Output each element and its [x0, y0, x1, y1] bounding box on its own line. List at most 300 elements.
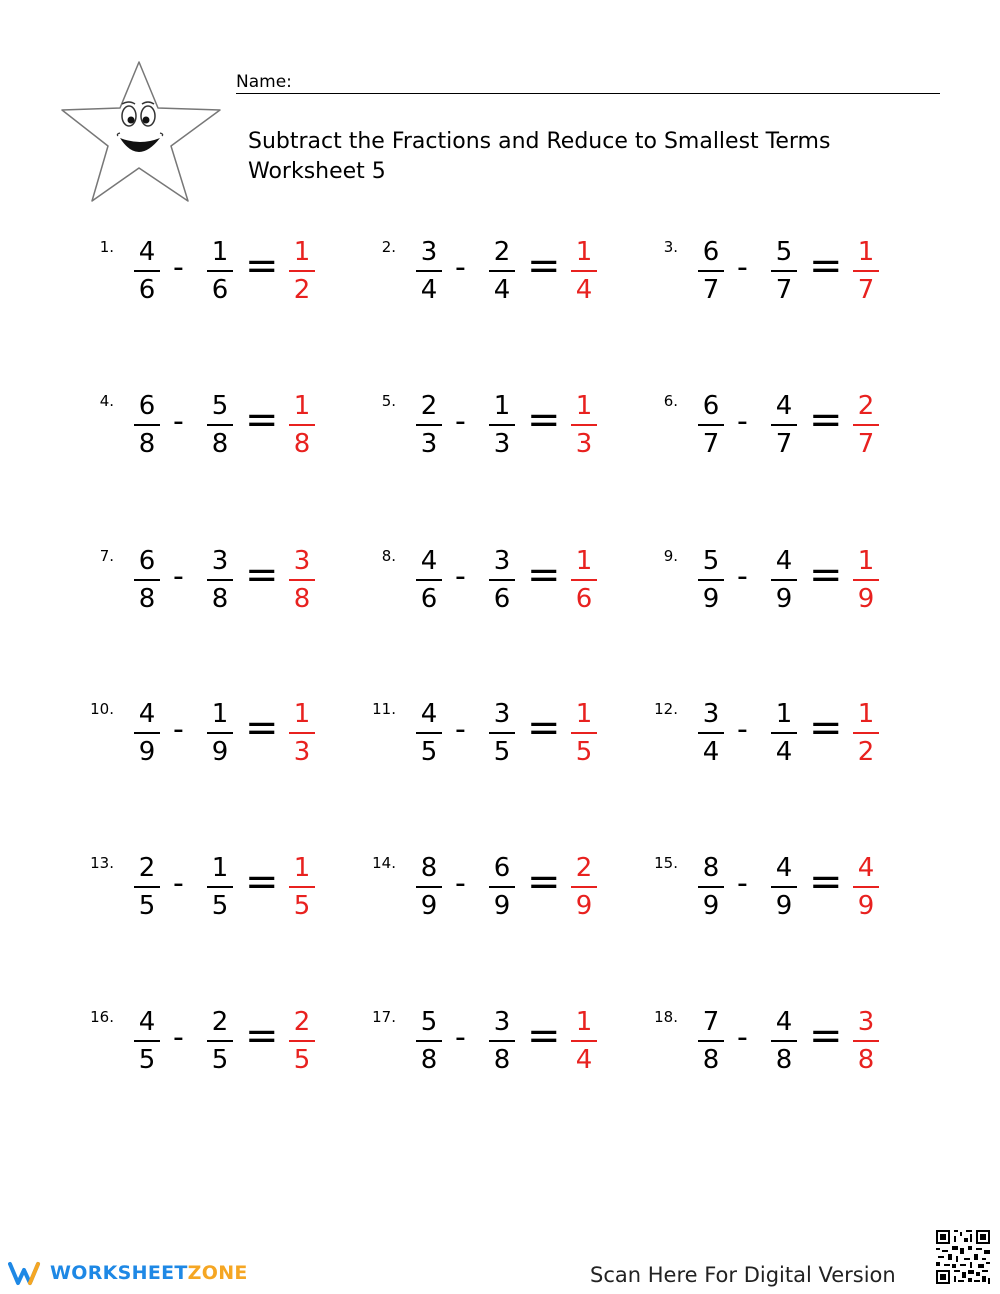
answer-fraction [289, 698, 315, 768]
problem-number: 10. [90, 700, 114, 718]
problem-number: 12. [654, 700, 678, 718]
numerator: 2 [857, 391, 875, 421]
answer-fraction [853, 545, 879, 615]
denominator: 5 [211, 891, 229, 921]
fraction-bar [571, 886, 597, 888]
problem-item [648, 236, 908, 316]
equals-sign: = [527, 552, 561, 598]
problem-number: 7. [99, 547, 114, 565]
numerator: 4 [138, 699, 156, 729]
numerator: 3 [493, 699, 511, 729]
numerator: 5 [775, 237, 793, 267]
denominator: 7 [775, 275, 793, 305]
fraction [771, 852, 797, 922]
equals-sign: = [245, 1013, 279, 1059]
minus-sign: - [455, 866, 466, 901]
fraction [698, 1006, 724, 1076]
fraction-bar [134, 270, 160, 272]
denominator: 9 [775, 891, 793, 921]
denominator: 5 [293, 891, 311, 921]
problem-number: 4. [99, 392, 114, 410]
denominator: 4 [775, 737, 793, 767]
numerator: 4 [775, 391, 793, 421]
equals-sign: = [809, 552, 843, 598]
answer-fraction [853, 698, 879, 768]
problem-item [648, 698, 908, 778]
minus-sign: - [173, 559, 184, 594]
fraction [207, 545, 233, 615]
numerator: 2 [293, 1007, 311, 1037]
numerator: 4 [775, 1007, 793, 1037]
numerator: 6 [138, 391, 156, 421]
problem-item [84, 1006, 344, 1086]
numerator: 6 [493, 853, 511, 883]
fraction [416, 1006, 442, 1076]
problem-number: 5. [381, 392, 396, 410]
problem-item [366, 698, 626, 778]
denominator: 8 [211, 429, 229, 459]
fraction-bar [134, 1040, 160, 1042]
numerator: 1 [293, 237, 311, 267]
fraction [134, 852, 160, 922]
denominator: 8 [293, 584, 311, 614]
denominator: 5 [211, 1045, 229, 1075]
numerator: 4 [138, 1007, 156, 1037]
answer-fraction [571, 698, 597, 768]
fraction-bar [289, 579, 315, 581]
logo-word-zone: ZONE [187, 1262, 248, 1284]
numerator: 6 [702, 237, 720, 267]
problem-number: 2. [381, 238, 396, 256]
answer-fraction [853, 236, 879, 306]
answer-fraction [853, 390, 879, 460]
numerator: 3 [493, 546, 511, 576]
answer-fraction [571, 1006, 597, 1076]
fraction [207, 852, 233, 922]
answer-fraction [289, 545, 315, 615]
fraction-bar [134, 886, 160, 888]
denominator: 9 [702, 584, 720, 614]
minus-sign: - [455, 250, 466, 285]
fraction-bar [698, 424, 724, 426]
fraction-bar [207, 270, 233, 272]
minus-sign: - [737, 712, 748, 747]
denominator: 5 [420, 737, 438, 767]
fraction [698, 236, 724, 306]
denominator: 8 [420, 1045, 438, 1075]
minus-sign: - [455, 559, 466, 594]
fraction [698, 698, 724, 768]
denominator: 5 [293, 1045, 311, 1075]
minus-sign: - [173, 1020, 184, 1055]
fraction [134, 545, 160, 615]
denominator: 8 [138, 429, 156, 459]
denominator: 4 [702, 737, 720, 767]
fraction-bar [416, 886, 442, 888]
numerator: 1 [493, 391, 511, 421]
minus-sign: - [173, 866, 184, 901]
numerator: 2 [211, 1007, 229, 1037]
numerator: 2 [575, 853, 593, 883]
fraction-bar [289, 424, 315, 426]
fraction-bar [853, 270, 879, 272]
fraction-bar [416, 579, 442, 581]
problem-number: 15. [654, 854, 678, 872]
numerator: 3 [211, 546, 229, 576]
fraction-bar [134, 579, 160, 581]
fraction-bar [853, 424, 879, 426]
problem-item [84, 545, 344, 625]
fraction [416, 698, 442, 768]
numerator: 3 [857, 1007, 875, 1037]
fraction [416, 236, 442, 306]
equals-sign: = [809, 397, 843, 443]
numerator: 8 [702, 853, 720, 883]
fraction-bar [698, 886, 724, 888]
denominator: 5 [138, 891, 156, 921]
fraction-bar [289, 732, 315, 734]
denominator: 5 [138, 1045, 156, 1075]
fraction [698, 390, 724, 460]
problem-item [84, 852, 344, 932]
fraction-bar [771, 579, 797, 581]
answer-fraction [571, 545, 597, 615]
denominator: 9 [857, 584, 875, 614]
fraction [134, 698, 160, 768]
problem-item [366, 1006, 626, 1086]
fraction [698, 852, 724, 922]
equals-sign: = [527, 705, 561, 751]
numerator: 3 [702, 699, 720, 729]
denominator: 9 [857, 891, 875, 921]
minus-sign: - [455, 1020, 466, 1055]
fraction [489, 390, 515, 460]
denominator: 8 [211, 584, 229, 614]
fraction-bar [698, 732, 724, 734]
denominator: 9 [493, 891, 511, 921]
fraction [771, 390, 797, 460]
fraction [771, 545, 797, 615]
fraction-bar [416, 1040, 442, 1042]
numerator: 1 [775, 699, 793, 729]
numerator: 8 [420, 853, 438, 883]
denominator: 7 [775, 429, 793, 459]
problem-number: 13. [90, 854, 114, 872]
numerator: 4 [857, 853, 875, 883]
fraction-bar [416, 270, 442, 272]
minus-sign: - [173, 712, 184, 747]
numerator: 1 [857, 237, 875, 267]
worksheet-zone-logo [8, 1258, 248, 1288]
problem-number: 16. [90, 1008, 114, 1026]
fraction-bar [289, 1040, 315, 1042]
denominator: 3 [575, 429, 593, 459]
denominator: 7 [857, 275, 875, 305]
problem-item [84, 698, 344, 778]
numerator: 5 [420, 1007, 438, 1037]
numerator: 1 [575, 391, 593, 421]
numerator: 1 [293, 391, 311, 421]
denominator: 9 [775, 584, 793, 614]
numerator: 6 [702, 391, 720, 421]
minus-sign: - [455, 404, 466, 439]
problem-item [648, 545, 908, 625]
fraction-bar [207, 579, 233, 581]
problem-number: 3. [663, 238, 678, 256]
equals-sign: = [809, 1013, 843, 1059]
answer-fraction [571, 852, 597, 922]
fraction-bar [853, 886, 879, 888]
fraction-bar [853, 1040, 879, 1042]
title-line-2: Worksheet 5 [248, 159, 386, 184]
fraction-bar [489, 886, 515, 888]
numerator: 3 [420, 237, 438, 267]
answer-fraction [289, 1006, 315, 1076]
problem-item [366, 390, 626, 470]
answer-fraction [853, 852, 879, 922]
minus-sign: - [737, 250, 748, 285]
fraction [207, 698, 233, 768]
denominator: 4 [420, 275, 438, 305]
numerator: 1 [293, 699, 311, 729]
minus-sign: - [173, 250, 184, 285]
fraction [771, 236, 797, 306]
fraction [134, 390, 160, 460]
numerator: 1 [575, 1007, 593, 1037]
equals-sign: = [809, 859, 843, 905]
fraction-bar [571, 424, 597, 426]
fraction-bar [771, 886, 797, 888]
fraction-bar [289, 270, 315, 272]
fraction [489, 545, 515, 615]
fraction-bar [489, 270, 515, 272]
name-label: Name: [236, 72, 292, 92]
denominator: 9 [575, 891, 593, 921]
qr-code-icon[interactable] [934, 1228, 992, 1286]
denominator: 2 [857, 737, 875, 767]
denominator: 6 [420, 584, 438, 614]
fraction-bar [771, 270, 797, 272]
fraction [416, 545, 442, 615]
equals-sign: = [527, 859, 561, 905]
fraction-bar [698, 1040, 724, 1042]
fraction-bar [571, 270, 597, 272]
denominator: 7 [702, 275, 720, 305]
denominator: 8 [293, 429, 311, 459]
denominator: 9 [138, 737, 156, 767]
problem-number: 11. [372, 700, 396, 718]
fraction-bar [489, 732, 515, 734]
denominator: 6 [493, 584, 511, 614]
fraction [207, 236, 233, 306]
equals-sign: = [245, 705, 279, 751]
denominator: 3 [420, 429, 438, 459]
numerator: 2 [420, 391, 438, 421]
numerator: 1 [857, 699, 875, 729]
minus-sign: - [737, 404, 748, 439]
minus-sign: - [737, 866, 748, 901]
fraction-bar [698, 579, 724, 581]
minus-sign: - [737, 1020, 748, 1055]
problem-item [84, 236, 344, 316]
star-mascot-icon [58, 58, 224, 206]
problem-number: 8. [381, 547, 396, 565]
numerator: 1 [575, 237, 593, 267]
equals-sign: = [527, 1013, 561, 1059]
answer-fraction [571, 236, 597, 306]
problem-number: 6. [663, 392, 678, 410]
logo-w-icon [8, 1260, 44, 1286]
problem-number: 18. [654, 1008, 678, 1026]
answer-fraction [853, 1006, 879, 1076]
denominator: 9 [702, 891, 720, 921]
fraction-bar [207, 424, 233, 426]
problem-number: 14. [372, 854, 396, 872]
fraction [489, 698, 515, 768]
worksheet-title [248, 127, 830, 187]
fraction [207, 390, 233, 460]
fraction-bar [571, 1040, 597, 1042]
fraction-bar [207, 1040, 233, 1042]
denominator: 8 [493, 1045, 511, 1075]
problem-item [648, 852, 908, 932]
problem-number: 17. [372, 1008, 396, 1026]
denominator: 5 [575, 737, 593, 767]
fraction-bar [134, 424, 160, 426]
numerator: 1 [211, 237, 229, 267]
numerator: 1 [293, 853, 311, 883]
equals-sign: = [809, 243, 843, 289]
fraction-bar [289, 886, 315, 888]
name-field-line[interactable] [236, 93, 940, 94]
minus-sign: - [455, 712, 466, 747]
equals-sign: = [809, 705, 843, 751]
numerator: 3 [293, 546, 311, 576]
denominator: 8 [702, 1045, 720, 1075]
scan-text: Scan Here For Digital Version [590, 1263, 896, 1287]
denominator: 9 [211, 737, 229, 767]
denominator: 6 [138, 275, 156, 305]
denominator: 7 [857, 429, 875, 459]
numerator: 7 [702, 1007, 720, 1037]
fraction [698, 545, 724, 615]
problem-number: 9. [663, 547, 678, 565]
fraction-bar [489, 424, 515, 426]
denominator: 9 [420, 891, 438, 921]
denominator: 3 [293, 737, 311, 767]
answer-fraction [571, 390, 597, 460]
problem-number: 1. [99, 238, 114, 256]
minus-sign: - [173, 404, 184, 439]
numerator: 6 [138, 546, 156, 576]
logo-word-worksheet: WORKSHEET [50, 1262, 188, 1284]
numerator: 1 [857, 546, 875, 576]
denominator: 4 [575, 1045, 593, 1075]
fraction-bar [489, 579, 515, 581]
problem-item [366, 852, 626, 932]
denominator: 8 [775, 1045, 793, 1075]
numerator: 1 [211, 853, 229, 883]
fraction-bar [207, 886, 233, 888]
numerator: 3 [493, 1007, 511, 1037]
fraction [489, 852, 515, 922]
fraction [134, 1006, 160, 1076]
denominator: 8 [857, 1045, 875, 1075]
fraction [771, 1006, 797, 1076]
equals-sign: = [527, 397, 561, 443]
denominator: 2 [293, 275, 311, 305]
fraction [416, 852, 442, 922]
numerator: 1 [575, 699, 593, 729]
fraction-bar [853, 579, 879, 581]
denominator: 7 [702, 429, 720, 459]
fraction-bar [416, 424, 442, 426]
denominator: 3 [493, 429, 511, 459]
problem-item [648, 390, 908, 470]
numerator: 1 [211, 699, 229, 729]
fraction-bar [771, 424, 797, 426]
minus-sign: - [737, 559, 748, 594]
numerator: 4 [420, 699, 438, 729]
fraction-bar [489, 1040, 515, 1042]
numerator: 4 [420, 546, 438, 576]
numerator: 2 [138, 853, 156, 883]
problem-item [648, 1006, 908, 1086]
fraction-bar [134, 732, 160, 734]
fraction-bar [853, 732, 879, 734]
equals-sign: = [527, 243, 561, 289]
fraction [489, 236, 515, 306]
fraction [771, 698, 797, 768]
numerator: 4 [138, 237, 156, 267]
denominator: 8 [138, 584, 156, 614]
fraction-bar [771, 732, 797, 734]
fraction [134, 236, 160, 306]
fraction-bar [207, 732, 233, 734]
fraction [489, 1006, 515, 1076]
denominator: 6 [575, 584, 593, 614]
numerator: 1 [575, 546, 593, 576]
answer-fraction [289, 852, 315, 922]
equals-sign: = [245, 859, 279, 905]
denominator: 5 [493, 737, 511, 767]
equals-sign: = [245, 397, 279, 443]
fraction-bar [771, 1040, 797, 1042]
equals-sign: = [245, 243, 279, 289]
numerator: 5 [211, 391, 229, 421]
answer-fraction [289, 390, 315, 460]
fraction-bar [571, 579, 597, 581]
problem-item [366, 236, 626, 316]
problem-item [366, 545, 626, 625]
numerator: 5 [702, 546, 720, 576]
fraction-bar [416, 732, 442, 734]
denominator: 4 [575, 275, 593, 305]
denominator: 6 [211, 275, 229, 305]
equals-sign: = [245, 552, 279, 598]
answer-fraction [289, 236, 315, 306]
fraction-bar [571, 732, 597, 734]
fraction [207, 1006, 233, 1076]
fraction-bar [698, 270, 724, 272]
fraction [416, 390, 442, 460]
denominator: 4 [493, 275, 511, 305]
numerator: 4 [775, 853, 793, 883]
title-line-1: Subtract the Fractions and Reduce to Smallest Terms [248, 129, 831, 154]
problem-item [84, 390, 344, 470]
numerator: 2 [493, 237, 511, 267]
numerator: 4 [775, 546, 793, 576]
